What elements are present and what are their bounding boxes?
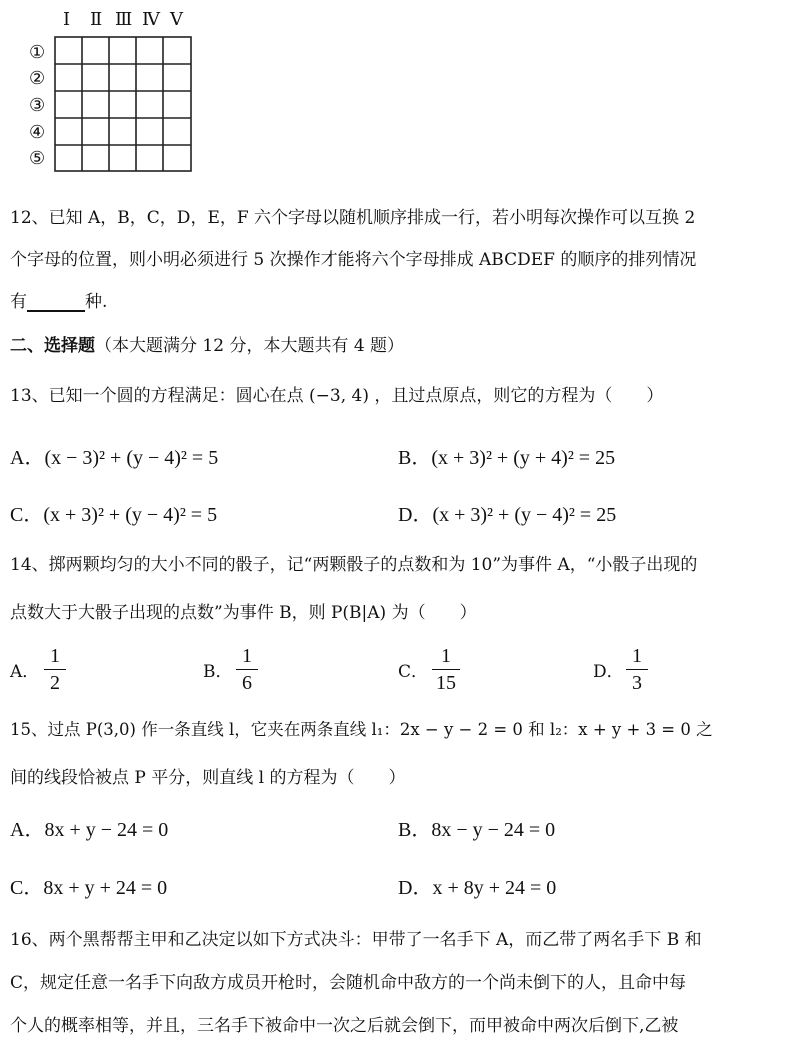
grid-row-header: ③ [29,95,46,116]
q15-line1: 15、过点 P(3,0) 作一条直线 l，它夹在两条直线 l₁：2x − y − 2 = 0 和 l₂：x + y + 3 = 0 之 [10,720,713,739]
q15-option-c: C．8x + y + 24 = 0 [10,877,168,899]
q14-line1: 14、掷两颗均匀的大小不同的骰子，记“两颗骰子的点数和为 10”为事件 A，“小骰子出现的 [10,555,698,575]
section-title: 二、选择题 [10,336,95,356]
grid-col-header: Ⅰ [63,9,71,30]
q14-line2: 点数大于大骰子出现的点数”为事件 B，则 P(B|A) 为（ ） [10,603,477,623]
fraction-denominator: 6 [242,672,252,694]
q14-option-d-label: D． [593,662,624,682]
grid-col-header: Ⅲ [115,9,133,30]
section-heading [10,336,404,356]
q14-option-c-label: C． [398,662,429,682]
q16-line3: 个人的概率相等，并且，三名手下被命中一次之后就会倒下，而甲被命中两次后倒下,乙被 [10,1016,679,1036]
q16-line2: C，规定任意一名手下向敌方成员开枪时，会随机命中敌方的一个尚未倒下的人，且命中每 [10,973,687,993]
section-note: （本大题满分 12 分，本大题共有 4 题） [95,336,405,356]
q12-prefix: 有 [10,292,27,312]
grid-row-header: ② [29,68,46,89]
fraction-numerator: 1 [441,645,451,667]
grid-row-header: ⑤ [29,148,46,169]
q13-option-c: C．(x + 3)² + (y − 4)² = 5 [10,504,218,526]
q14-option-c-fraction [432,645,460,694]
grid-col-header: Ⅱ [90,9,103,30]
q14-option-b-fraction [236,645,258,694]
grid-col-header: Ⅴ [170,9,183,30]
q12-line3 [10,292,107,312]
fraction-denominator: 3 [632,672,642,694]
grid-row-header: ① [29,42,46,63]
q16-line1: 16、两个黑帮帮主甲和乙决定以如下方式决斗：甲带了一名手下 A，而乙带了两名手下 B 和 [10,930,702,950]
fraction-numerator: 1 [632,645,642,667]
fraction-denominator: 15 [436,672,456,694]
grid-row-header: ④ [29,122,46,143]
answer-blank [27,294,85,312]
fraction-numerator: 1 [242,645,252,667]
q15-option-a: A．8x + y − 24 = 0 [10,819,169,841]
grid-table [54,36,194,174]
q15-option-b: B．8x − y − 24 = 0 [398,819,556,841]
q15-option-d: D．x + 8y + 24 = 0 [398,877,557,899]
q14-option-b-label: B． [203,662,233,682]
q14-option-a-label: A． [10,662,40,682]
q13-option-a: A．(x − 3)² + (y − 4)² = 5 [10,447,219,469]
q15-line2: 间的线段恰被点 P 平分，则直线 l 的方程为（ ） [10,768,406,788]
fraction-numerator: 1 [50,645,60,667]
q12-suffix: 种. [85,292,108,312]
q13-option-b: B．(x + 3)² + (y + 4)² = 25 [398,447,616,469]
fraction-denominator: 2 [50,672,60,694]
q13-stem: 13、已知一个圆的方程满足：圆心在点 (−3, 4) ，且过点原点，则它的方程为（ ） [10,386,664,406]
q12-line2: 个字母的位置，则小明必须进行 5 次操作才能将六个字母排成 ABCDEF 的顺序的排列情况 [10,250,697,270]
q12-line1: 12、已知 A，B，C，D，E，F 六个字母以随机顺序排成一行，若小明每次操作可以互换 2 [10,208,696,228]
q14-option-a-fraction [44,645,66,694]
q13-option-d: D．(x + 3)² + (y − 4)² = 25 [398,504,617,526]
q14-option-d-fraction [626,645,648,694]
grid-col-header: Ⅳ [142,9,160,30]
